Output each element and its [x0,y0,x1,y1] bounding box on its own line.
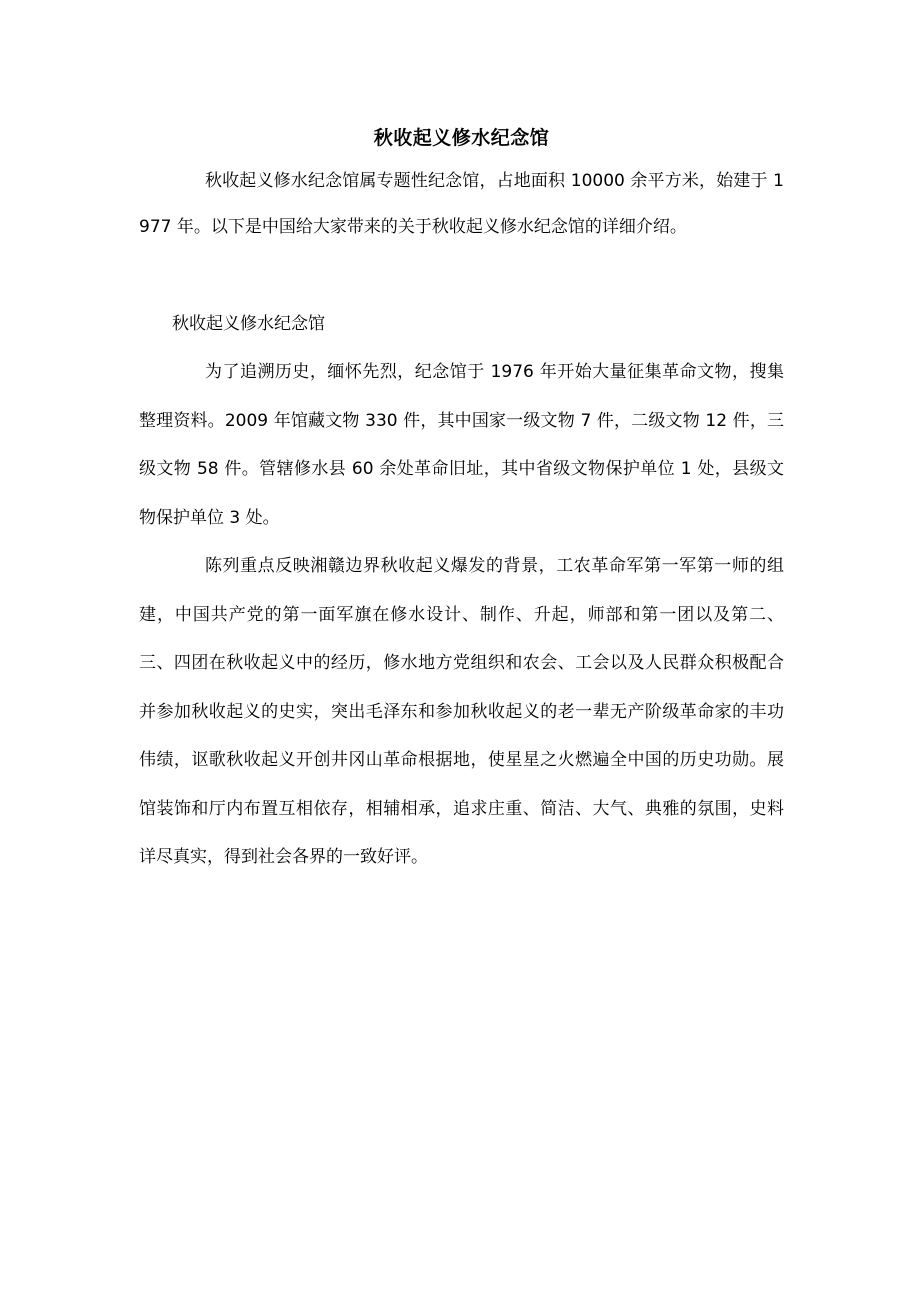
document-title: 秋收起义修水纪念馆 [373,127,550,149]
section-heading: 秋收起义修水纪念馆 [172,314,325,334]
intro-paragraph: 秋收起义修水纪念馆属专题性纪念馆，占地面积 10000 余平方米，始建于 1977 年。以下是中国给大家带来的关于秋收起义修水纪念馆的详细介绍。 [139,171,784,237]
body-paragraph-exhibition: 陈列重点反映湘赣边界秋收起义爆发的背景，工农革命军第一军第一师的组建，中国共产党的第一面军旗在修水设计、制作、升起，师部和第一团以及第二、三、四团在秋收起义中的经历，修水地方党组织和农会、工会以及人民群众积极配合并参加秋收起义的史实，突出毛泽东和参加秋收起义的老一辈无产阶级革命家的丰功伟绩，讴歌秋收起义开创井冈山革命根据地，使星星之火燃遍全中国的历史功勋。展馆装饰和厅内布置互相依存，相辅相承，追求庄重、简洁、大气、典雅的氛围，史料详尽真实，得到社会各界的一致好评。 [139,556,784,867]
body-paragraph-collection: 为了追溯历史，缅怀先烈，纪念馆于 1976 年开始大量征集革命文物，搜集整理资料。2009 年馆藏文物 330 件，其中国家一级文物 7 件，二级文物 12 件，三级文物 58 件。管辖修水县 60 余处革命旧址，其中省级文物保护单位 1 处，县级文物保护单位 3 处。 [139,362,784,528]
document-page [139,118,784,882]
